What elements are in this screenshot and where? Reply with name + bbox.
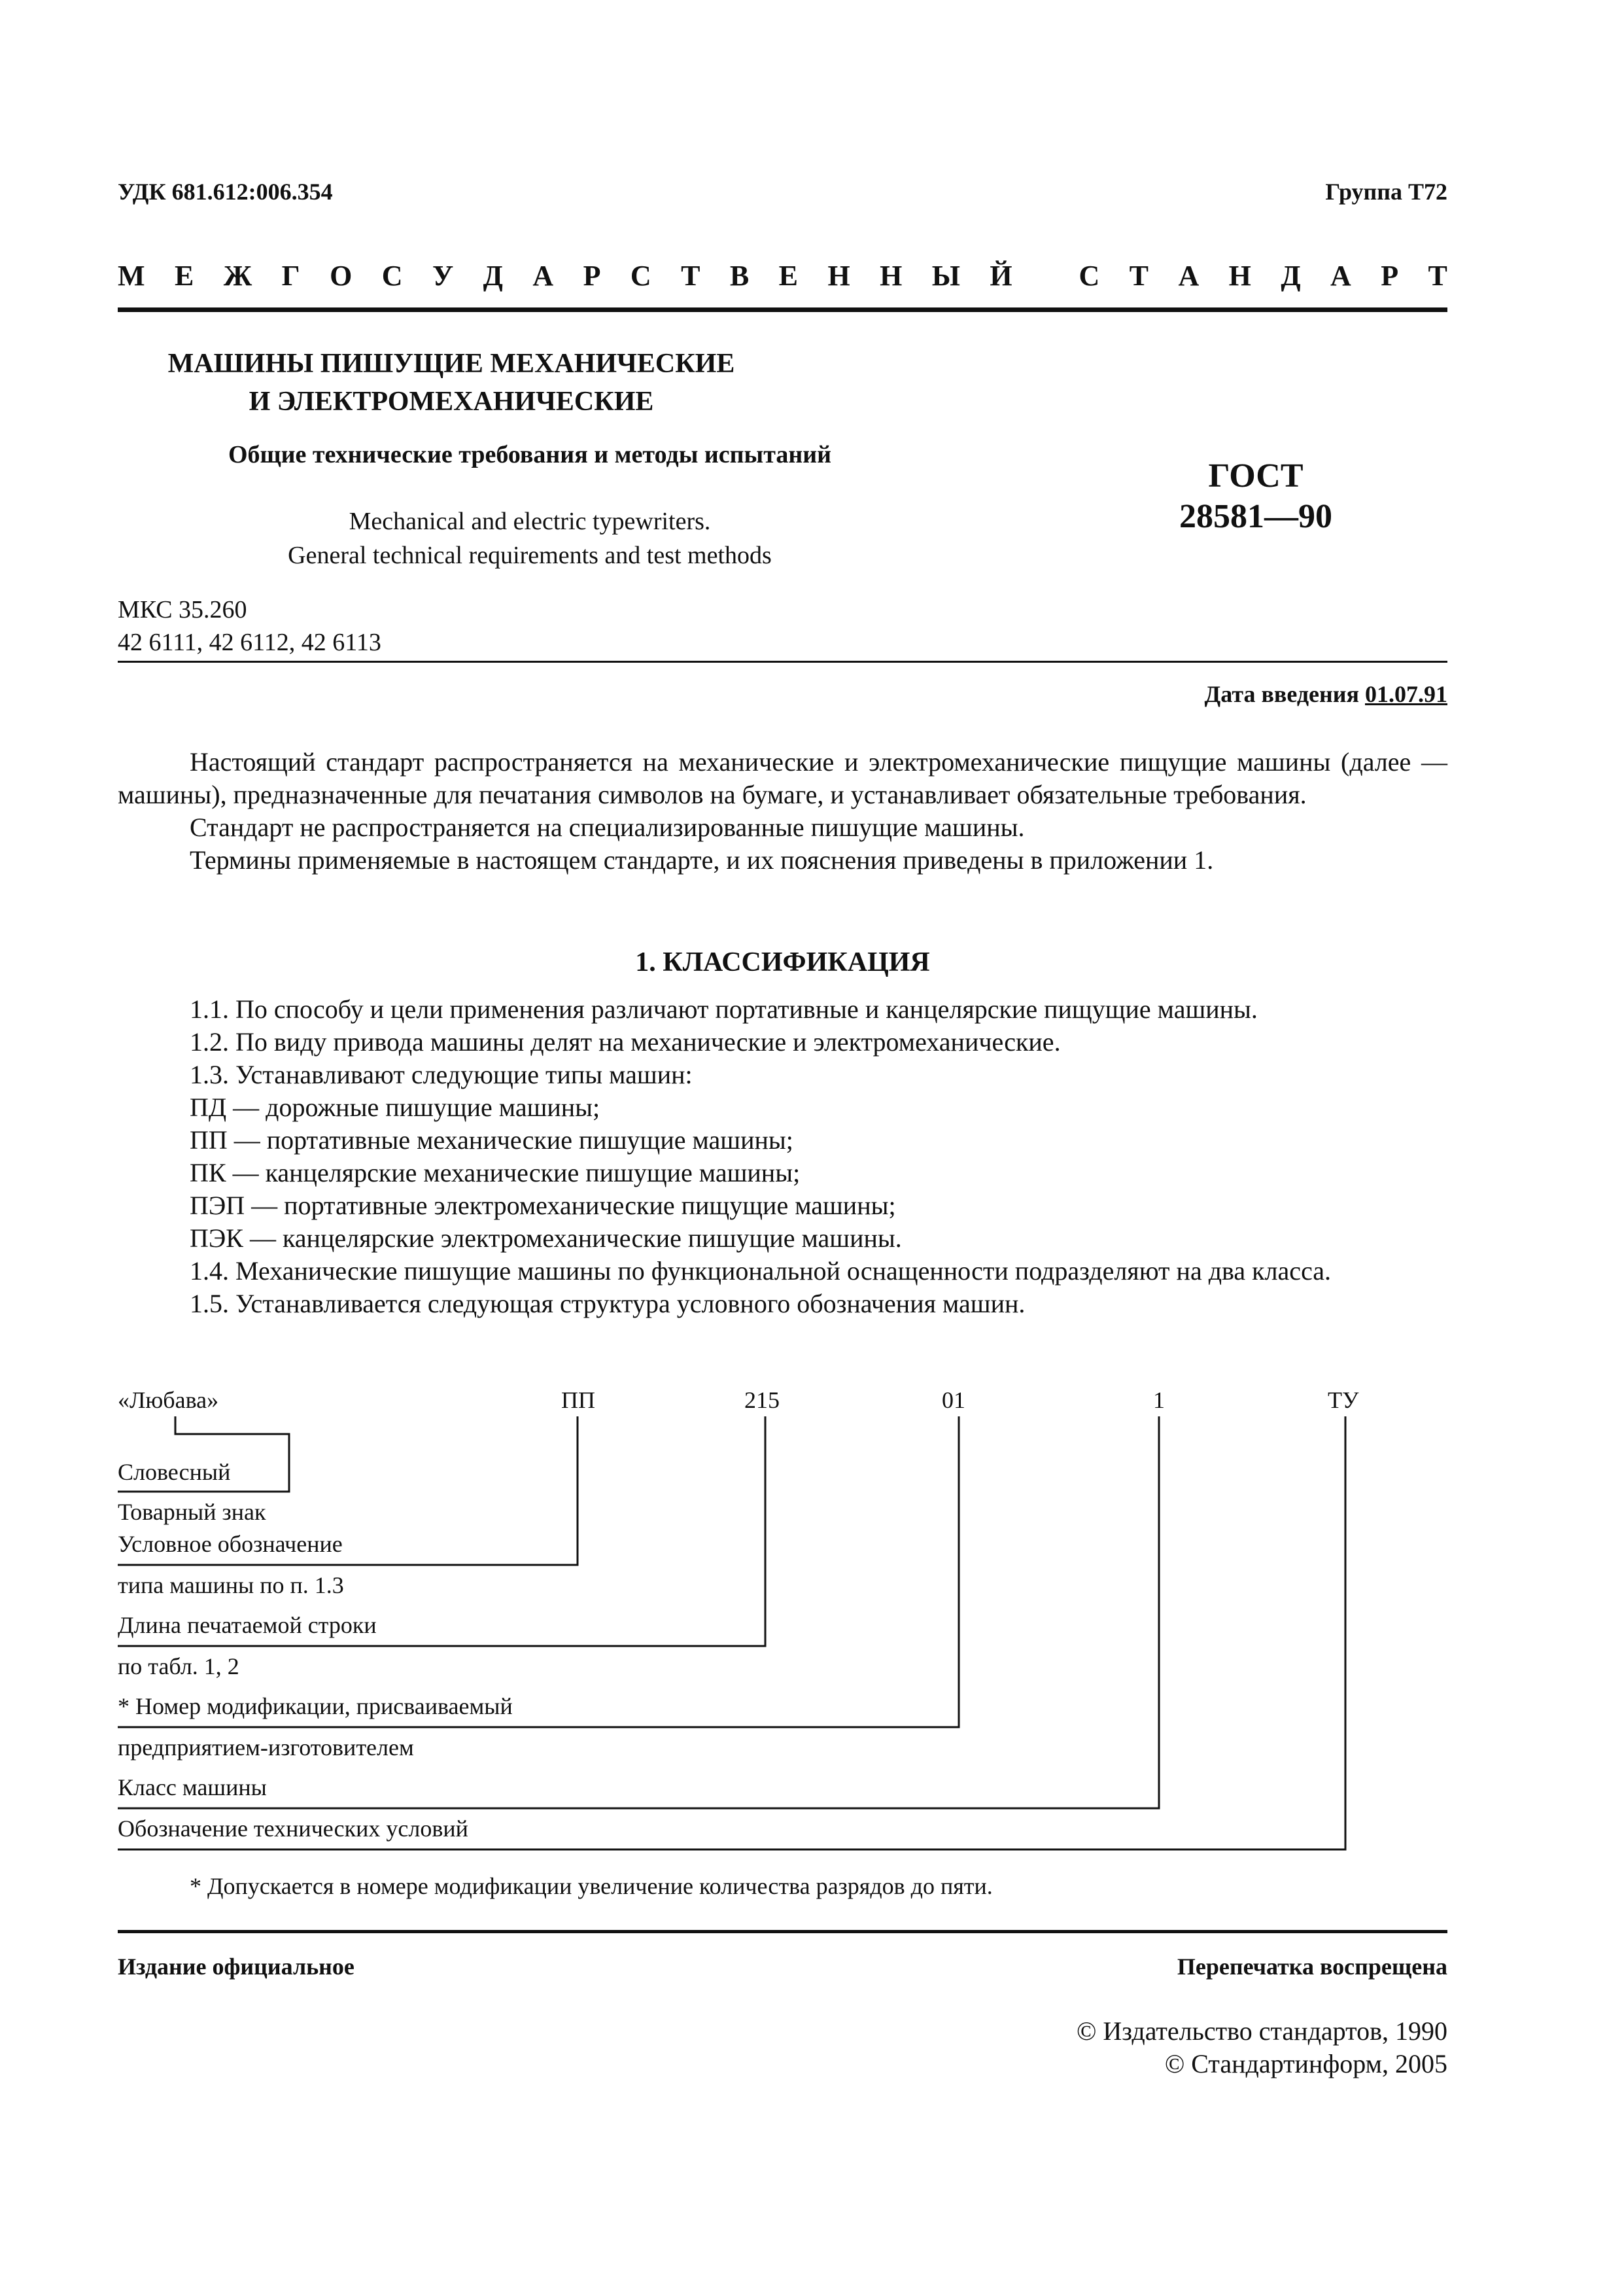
document-subtitle: Общие технические требования и методы испытаний <box>228 441 832 468</box>
banner-letter: Ы <box>931 260 960 292</box>
footnote: * Допускается в номере модификации увеличение количества разрядов до пяти. <box>190 1873 993 1899</box>
connector-machine-type <box>118 1416 578 1565</box>
section-heading: 1. КЛАССИФИКАЦИЯ <box>635 947 930 977</box>
english-title-line-2: General technical requirements and test methods <box>288 542 772 569</box>
banner-letter: С <box>630 260 651 292</box>
connector-modification <box>118 1416 959 1727</box>
clause-1-3: 1.3. Устанавливают следующие типы машин: <box>190 1060 693 1089</box>
description-wordmark: Словесный <box>118 1459 231 1485</box>
code-class: 1 <box>1153 1387 1165 1413</box>
footer-rule <box>118 1930 1447 1933</box>
banner-letter: Е <box>778 260 799 292</box>
code-modification: 01 <box>942 1387 965 1413</box>
mks-code: МКС 35.260 <box>118 596 247 623</box>
banner-word-gap <box>1042 259 1049 292</box>
document-title <box>118 345 785 421</box>
banner-letter: А <box>532 260 554 292</box>
clause-1-2: 1.2. По виду привода машины делят на механические и электромеханические. <box>190 1027 1061 1057</box>
introduction-text <box>118 746 1447 877</box>
gost-label: ГОСТ <box>1208 457 1304 495</box>
title-line-2: И ЭЛЕКТРОМЕХАНИЧЕСКИЕ <box>249 387 654 417</box>
banner-letter: Р <box>1381 260 1399 292</box>
date-value: 01.07.91 <box>1365 681 1447 707</box>
code-line-length: 215 <box>744 1387 780 1413</box>
machine-type-pk: ПК — канцелярские механические пишущие машины; <box>190 1158 801 1187</box>
banner-letter: А <box>1178 260 1200 292</box>
banner-letter: Н <box>827 260 850 292</box>
description-trademark: Товарный знак <box>118 1499 266 1525</box>
copyright-block <box>1077 2015 1447 2080</box>
banner-letter: С <box>1079 260 1100 292</box>
banner-letter: Е <box>174 260 194 292</box>
date-label: Дата введения <box>1204 681 1359 707</box>
banner-letter: В <box>729 260 750 292</box>
machine-type-pd: ПД — дорожные пишущие машины; <box>190 1093 600 1122</box>
copyright-1990: © Издательство стандартов, 1990 <box>1076 2016 1447 2046</box>
description-modification-number: * Номер модификации, присваиваемый <box>118 1693 513 1719</box>
description-line-length: Длина печатаемой строки <box>118 1612 377 1638</box>
machine-type-pep: ПЭП — портативные электромеханические пищущие машины; <box>190 1191 896 1220</box>
description-type-reference: типа машины по п. 1.3 <box>118 1572 344 1598</box>
banner-letter: Т <box>1428 260 1447 292</box>
english-title <box>118 504 942 572</box>
copyright-2005: © Стандартинформ, 2005 <box>1164 2049 1447 2078</box>
description-type-designation: Условное обозначение <box>118 1531 343 1557</box>
classification-rule <box>118 661 1447 663</box>
okp-codes: 42 6111, 42 6112, 42 6113 <box>118 629 381 656</box>
banner-letter: А <box>1330 260 1351 292</box>
reprint-prohibited: Перепечатка воспрещена <box>1177 1953 1447 1980</box>
classification-codes <box>118 593 381 659</box>
description-technical-conditions: Обозначение технических условий <box>118 1815 468 1842</box>
official-edition: Издание официальное <box>118 1953 354 1980</box>
banner-letter: Д <box>483 260 503 292</box>
introduction-date <box>1205 680 1448 708</box>
classification-section <box>118 993 1447 1320</box>
banner-letter: Н <box>1228 260 1251 292</box>
udk-code: УДК 681.612:006.354 <box>118 179 333 205</box>
banner-letter: О <box>330 260 353 292</box>
header-rule <box>118 307 1447 312</box>
title-line-1: МАШИНЫ ПИШУЩИЕ МЕХАНИЧЕСКИЕ <box>167 349 735 379</box>
gost-number: 28581—90 <box>1179 498 1332 535</box>
description-machine-class: Класс машины <box>118 1774 267 1800</box>
banner-letter: Т <box>681 260 700 292</box>
intro-paragraph-1: Настоящий стандарт распространяется на механические и электромеханические пищущие машины (далее — машины), предназначенные для печатания символов на бумаге, и устанавливает обязательные требования. <box>118 747 1447 809</box>
machine-type-pek: ПЭК — канцелярские электромеханические пишущие машины. <box>190 1223 902 1253</box>
banner-letter: Д <box>1281 260 1301 292</box>
connector-line-length <box>118 1416 765 1646</box>
banner-letter: Н <box>880 260 903 292</box>
connector-trademark <box>118 1416 289 1492</box>
banner-letter: С <box>381 260 403 292</box>
clause-1-4: 1.4. Механические пишущие машины по функциональной оснащенности подразделяют на два класса. <box>190 1256 1332 1286</box>
banner-letter: М <box>118 260 145 292</box>
interstate-standard-banner <box>118 259 1447 292</box>
english-title-line-1: Mechanical and electric typewriters. <box>349 508 711 535</box>
description-manufacturer: предприятием-изготовителем <box>118 1734 414 1761</box>
machine-type-pp: ПП — портативные механические пишущие машины; <box>190 1125 793 1155</box>
connector-machine-class <box>118 1416 1159 1808</box>
code-machine-type: ПП <box>561 1387 595 1413</box>
group-code: Группа Т72 <box>1325 179 1447 205</box>
banner-letter: Р <box>583 260 601 292</box>
clause-1-1: 1.1. По способу и цели применения различают портативные и канцелярские пищущие машины. <box>190 994 1258 1024</box>
code-trademark: «Любава» <box>118 1387 219 1413</box>
description-table-reference: по табл. 1, 2 <box>118 1653 239 1679</box>
banner-letter: Г <box>281 260 300 292</box>
code-specification: ТУ <box>1328 1387 1359 1413</box>
banner-letter: У <box>432 260 454 292</box>
intro-paragraph-2: Стандарт не распространяется на специализированные пишущие машины. <box>190 813 1025 842</box>
connector-specification <box>118 1416 1345 1849</box>
banner-letter: Ж <box>223 260 252 292</box>
banner-letter: Й <box>990 260 1012 292</box>
clause-1-5: 1.5. Устанавливается следующая структура условного обозначения машин. <box>190 1289 1026 1318</box>
intro-paragraph-3: Термины применяемые в настоящем стандарте, и их пояснения приведены в приложении 1. <box>190 845 1214 875</box>
gost-designation <box>1125 456 1387 537</box>
banner-letter: Т <box>1129 260 1149 292</box>
